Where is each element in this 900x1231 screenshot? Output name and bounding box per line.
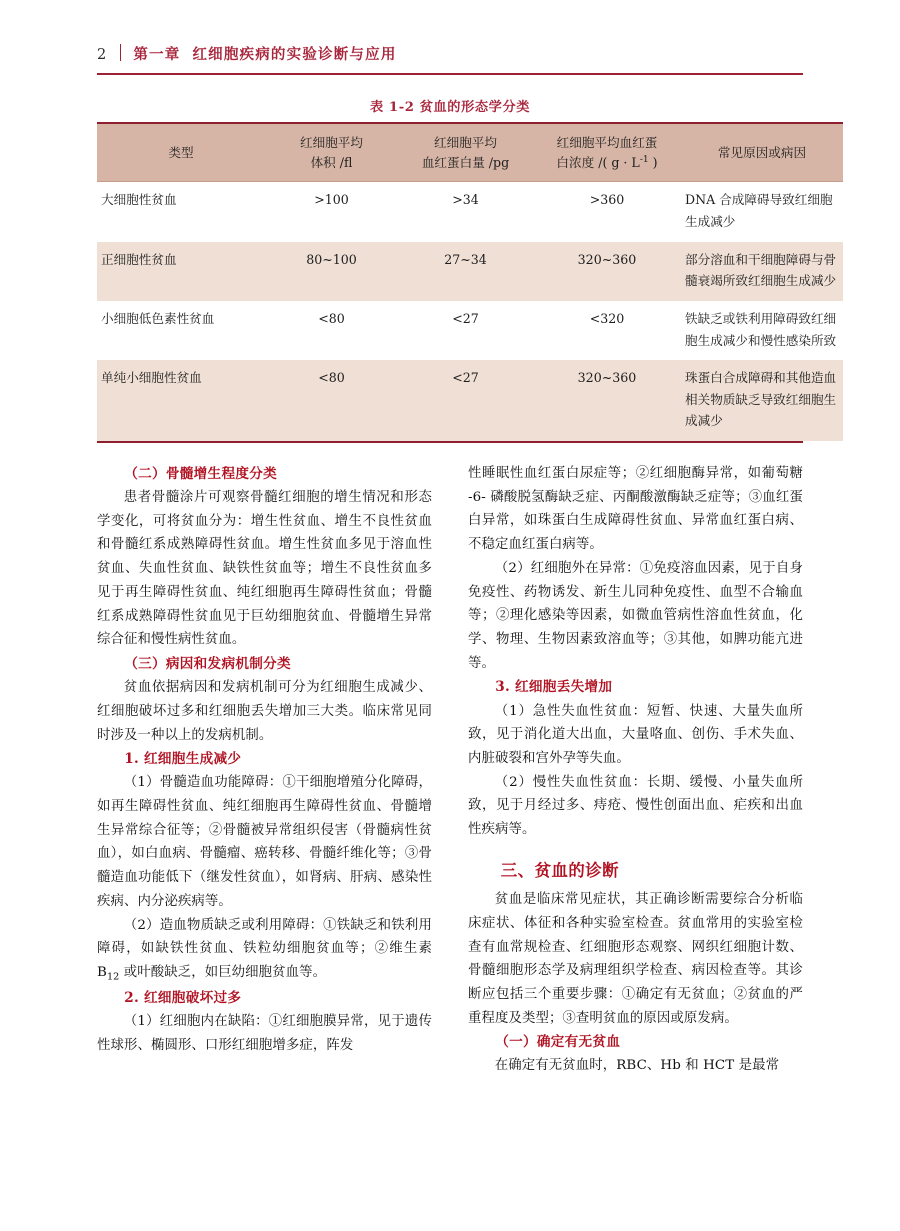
cell-type: 小细胞低色素性贫血 [101, 310, 215, 326]
paragraph: （1）骨髓造血功能障碍：①干细胞增殖分化障碍，如再生障碍性贫血、纯红细胞再生障碍性贫血、骨髓增生异常综合征等；②骨髓被异常组织侵害（骨髓病性贫血），如白血病、骨髓瘤、癌转移、骨髓纤维化等；③骨髓造血功能低下（继发性贫血），如肾病、肝病、感染性疾病、内分泌疾病等。 [97, 775, 432, 909]
table-row [97, 360, 843, 441]
cell-mch: <27 [452, 370, 479, 386]
heading-section-one: （一）确定有无贫血 [495, 1034, 621, 1051]
cell-mchc: >360 [589, 192, 625, 208]
paragraph: （2）红细胞外在异常：①免疫溶血因素，见于自身免疫性、药物诱发、新生儿同种免疫性、血型不合输血等；②理化感染等因素，如微血管病性溶血性贫血，化学、物理、生物因素致溶血等；③其他，如脾功能亢进等。 [468, 560, 803, 671]
column-header-mch-line2: 血红蛋白量 /pg [421, 154, 510, 170]
right-column [468, 462, 803, 1192]
cell-mcv: 80~100 [306, 251, 357, 267]
paragraph: （1）急性失血性贫血：短暂、快速、大量失血所致，见于消化道大出血，大量咯血、创伤、手术失血、内脏破裂和宫外孕等失血。 [468, 703, 803, 766]
chapter-title: 红细胞疾病的实验诊断与应用 [192, 46, 397, 63]
subscript-12: 12 [106, 971, 120, 983]
paragraph: 在确定有无贫血时，RBC、Hb 和 HCT 是最常 [494, 1058, 780, 1074]
column-header-mchc-line1: 红细胞平均血红蛋 [556, 135, 658, 150]
column-header-mch [398, 123, 533, 182]
column-header-mch-line1: 红细胞平均 [434, 135, 497, 151]
cell-mch: 27~34 [444, 251, 487, 267]
table-row [97, 301, 843, 360]
heading-section-three: （三）病因和发病机制分类 [124, 656, 291, 673]
paragraph-text-a: （2）造血物质缺乏或利用障碍：①铁缺乏和铁利用障碍，如缺铁性贫血、铁粒幼细胞贫血等；②维生素 B [97, 917, 432, 981]
cell-type: 大细胞性贫血 [101, 192, 177, 208]
cell-cause: DNA 合成障碍导致红细胞生成减少 [685, 192, 833, 229]
paragraph-text-b: 或叶酸缺乏，如巨幼细胞贫血等。 [119, 965, 327, 981]
column-header-mcv [265, 123, 398, 182]
table-bottom-rule [97, 441, 803, 443]
cell-mch: <27 [452, 310, 479, 326]
column-header-mchc-exponent: -1 [639, 154, 649, 165]
cell-cause: 珠蛋白合成障碍和其他造血相关物质缺乏导致红细胞生成减少 [685, 370, 837, 429]
column-header-cause-label: 常见原因或病因 [717, 144, 807, 160]
table-row [97, 242, 843, 301]
running-header [97, 42, 803, 68]
heading-item-1: 1. 红细胞生成减少 [124, 751, 242, 768]
paragraph-continued: 性睡眠性血红蛋白尿症等；②红细胞酶异常，如葡萄糖 -6- 磷酸脱氢酶缺乏症、丙酮酸激酶缺乏症等；③血红蛋白异常，如珠蛋白生成障碍性贫血、异常血红蛋白病、不稳定血红蛋白病等。 [468, 466, 803, 553]
paragraph: （1）红细胞内在缺陷：①红细胞膜异常，见于遗传性球形、椭圆形、口形红细胞增多症，阵发 [97, 1013, 432, 1053]
column-header-cause [681, 123, 843, 182]
column-header-mcv-line1: 红细胞平均 [300, 135, 363, 151]
heading-item-2: 2. 红细胞破坏过多 [124, 989, 242, 1006]
header-rule [97, 73, 803, 75]
heading-item-3: 3. 红细胞丢失增加 [495, 679, 613, 696]
paragraph-vitamin-b12 [97, 914, 432, 986]
table-block [97, 96, 837, 443]
cell-mcv: >100 [314, 192, 349, 208]
cell-mch: >34 [452, 192, 479, 208]
paragraph: 贫血依据病因和发病机制可分为红细胞生成减少、红细胞破坏过多和红细胞丢失增加三大类。临床常见同时涉及一种以上的发病机制。 [97, 680, 432, 743]
cell-mcv: <80 [318, 370, 345, 386]
heading-major-three: 三、贫血的诊断 [500, 860, 620, 880]
table-body [97, 182, 843, 441]
anemia-morphology-table [97, 122, 843, 441]
body-columns [97, 462, 803, 1192]
paragraph: （2）慢性失血性贫血：长期、缓慢、小量失血所致，见于月经过多、痔疮、慢性创面出血、疟疾和出血性疾病等。 [468, 774, 803, 838]
table-row [97, 182, 843, 242]
heading-section-two: （二）骨髓增生程度分类 [124, 466, 278, 482]
cell-mchc: 320~360 [577, 251, 637, 267]
paragraph: 患者骨髓涂片可观察骨髓红细胞的增生情况和形态学变化，可将贫血分为：增生性贫血、增生不良性贫血和骨髓红系成熟障碍性贫血。增生性贫血多见于溶血性贫血、失血性贫血、缺铁性贫血等；增生不良性贫血多见于再生障碍性贫血、纯红细胞再生障碍性贫血；骨髓红系成熟障碍性贫血见于巨幼细胞贫血、骨髓增生异常综合征和慢性病性贫血。 [97, 490, 432, 648]
cell-cause: 部分溶血和干细胞障碍与骨髓衰竭所致红细胞生成减少 [685, 251, 837, 289]
cell-mchc: 320~360 [577, 370, 637, 386]
left-column [97, 462, 432, 1192]
table-caption: 表 1-2 贫血的形态学分类 [369, 100, 531, 115]
column-header-mchc-line2a: 白浓度 /( g · L [556, 154, 640, 170]
cell-type: 单纯小细胞性贫血 [101, 370, 202, 386]
cell-type: 正细胞性贫血 [101, 251, 177, 267]
column-header-mcv-line2: 体积 /fl [310, 154, 353, 170]
column-header-mchc-line2b: ) [648, 154, 658, 170]
cell-mchc: <320 [589, 310, 625, 326]
table-head [97, 123, 843, 182]
header-divider [120, 44, 122, 61]
column-header-type-label: 类型 [168, 144, 194, 160]
cell-mcv: <80 [318, 310, 345, 326]
page-number: 2 [97, 47, 107, 63]
chapter-heading [133, 43, 396, 64]
chapter-number: 第一章 [133, 46, 181, 63]
table-header-row [97, 123, 843, 182]
column-header-mchc [533, 123, 681, 182]
cell-cause: 铁缺乏或铁利用障碍致红细胞生成减少和慢性感染所致 [685, 310, 837, 348]
paragraph: 贫血是临床常见症状，其正确诊断需要综合分析临床症状、体征和各种实验室检查。贫血常用的实验室检查有血常规检查、红细胞形态观察、网织红细胞计数、骨髓细胞形态学及病理组织学检查、病因检查等。其诊断应包括三个重要步骤：①确定有无贫血；②贫血的严重程度及类型；③查明贫血的原因或原发病。 [468, 892, 803, 1026]
column-header-type [97, 123, 265, 182]
